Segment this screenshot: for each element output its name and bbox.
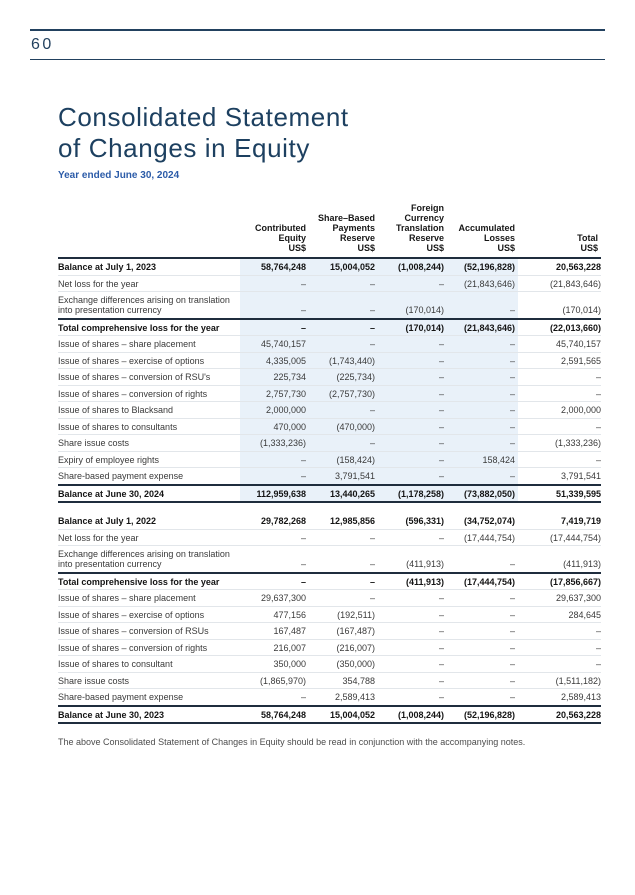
cell-value: – [378, 606, 447, 623]
row-label: Balance at July 1, 2022 [58, 516, 157, 527]
cell-value: – [309, 435, 378, 452]
cell-value: (1,178,258) [378, 485, 447, 503]
cell-value: – [240, 689, 309, 706]
cell-value: 13,440,265 [309, 485, 378, 503]
cell-value: 15,004,052 [309, 706, 378, 724]
cell-value: (225,734) [309, 369, 378, 386]
table-row [58, 590, 601, 607]
cell-value: – [309, 590, 378, 607]
table-header [58, 203, 601, 258]
column-header: Accumulated Losses US$ [447, 203, 518, 258]
cell-value: 167,487 [240, 623, 309, 640]
cell-value: (22,013,660) [518, 319, 601, 336]
row-label: Share-based payment expense [58, 689, 240, 706]
cell-value: 45,740,157 [518, 336, 601, 353]
cell-value: (411,913) [378, 573, 447, 590]
table-row [58, 292, 601, 319]
cell-value: – [378, 590, 447, 607]
row-label: Net loss for the year [58, 529, 240, 546]
table-row [58, 485, 601, 503]
cell-value: 51,339,595 [518, 485, 601, 503]
page-content [0, 102, 635, 747]
cell-value: – [378, 369, 447, 386]
cell-value: – [240, 292, 309, 319]
equity-statement-table [58, 203, 601, 724]
column-header: Share–Based Payments Reserve US$ [309, 203, 378, 258]
table-row [58, 336, 601, 353]
table-row [58, 573, 601, 590]
cell-value: 2,589,413 [309, 689, 378, 706]
table-row [58, 258, 601, 275]
row-label: Net loss for the year [58, 275, 240, 292]
header-label-cell [58, 203, 240, 258]
cell-value: 58,764,248 [240, 706, 309, 724]
cell-value: – [518, 451, 601, 468]
cell-value: – [447, 435, 518, 452]
cell-value: 12,985,856 [329, 516, 375, 527]
table-row [58, 275, 601, 292]
cell-value: 216,007 [240, 639, 309, 656]
cell-value: – [447, 468, 518, 485]
cell-value: 4,335,005 [240, 352, 309, 369]
cell-value: – [447, 418, 518, 435]
cell-value: 7,419,719 [560, 516, 601, 527]
cell-value: 20,563,228 [518, 706, 601, 724]
cell-value: (52,196,828) [447, 706, 518, 724]
cell-value: (411,913) [378, 546, 447, 573]
cell-value: 29,637,300 [240, 590, 309, 607]
cell-value: (350,000) [309, 656, 378, 673]
cell-value: (2,757,730) [309, 385, 378, 402]
cell-value: – [447, 369, 518, 386]
cell-value: – [447, 672, 518, 689]
table-row [58, 418, 601, 435]
cell-value: – [309, 336, 378, 353]
row-label: Exchange differences arising on translation into presentation currency [58, 546, 240, 573]
cell-value: – [378, 623, 447, 640]
row-label: Balance at July 1, 2023 [58, 258, 240, 275]
cell-value: – [240, 573, 309, 590]
cell-value: (167,487) [309, 623, 378, 640]
cell-value: 284,645 [518, 606, 601, 623]
cell-value: – [518, 369, 601, 386]
cell-value: 2,000,000 [518, 402, 601, 419]
cell-value: (21,843,646) [518, 275, 601, 292]
cell-value: (1,333,236) [240, 435, 309, 452]
cell-value: 350,000 [240, 656, 309, 673]
table-row [58, 656, 601, 673]
cell-value: 58,764,248 [240, 258, 309, 275]
row-label: Issue of shares – conversion of rights [58, 639, 240, 656]
cell-value: (216,007) [309, 639, 378, 656]
page-title-line2: of Changes in Equity [58, 132, 310, 163]
cell-value: – [309, 402, 378, 419]
cell-value: – [447, 385, 518, 402]
cell-value: 2,589,413 [518, 689, 601, 706]
cell-value: – [378, 451, 447, 468]
cell-value: – [378, 656, 447, 673]
cell-value: – [518, 639, 601, 656]
cell-value: 112,959,638 [240, 485, 309, 503]
row-label: Issue of shares – exercise of options [58, 352, 240, 369]
cell-value: 15,004,052 [309, 258, 378, 275]
cell-value: (1,743,440) [309, 352, 378, 369]
table-row [58, 672, 601, 689]
cell-value: (21,843,646) [447, 319, 518, 336]
table-body [58, 258, 601, 723]
cell-value: 29,637,300 [518, 590, 601, 607]
cell-value: – [378, 275, 447, 292]
footnote: The above Consolidated Statement of Changes in Equity should be read in conjunction with the accompanying notes. [58, 737, 526, 748]
row-label: Issue of shares to consultants [58, 418, 240, 435]
row-label: Balance at June 30, 2024 [58, 485, 240, 503]
cell-value: – [447, 639, 518, 656]
cell-value: (470,000) [309, 418, 378, 435]
cell-value: – [447, 292, 518, 319]
table-row [58, 451, 601, 468]
row-label: Exchange differences arising on translation into presentation currency [58, 292, 240, 319]
cell-value: (1,865,970) [240, 672, 309, 689]
cell-value: – [378, 336, 447, 353]
cell-value: – [240, 468, 309, 485]
header-bottom-rule [30, 59, 605, 60]
row-label: Expiry of employee rights [58, 451, 240, 468]
table-row [58, 319, 601, 336]
cell-value: – [309, 529, 378, 546]
cell-value: 2,591,565 [518, 352, 601, 369]
cell-value: – [518, 623, 601, 640]
cell-value: – [309, 275, 378, 292]
row-label: Issue of shares to Blacksand [58, 402, 240, 419]
cell-value: – [518, 418, 601, 435]
row-label: Issue of shares – exercise of options [58, 606, 240, 623]
row-label: Share issue costs [58, 435, 240, 452]
row-label: Issue of shares – conversion of rights [58, 385, 240, 402]
cell-value: – [378, 672, 447, 689]
cell-value: (17,444,754) [447, 529, 518, 546]
page-header [30, 0, 605, 60]
table-row [58, 369, 601, 386]
cell-value: (192,511) [309, 606, 378, 623]
cell-value: 2,000,000 [240, 402, 309, 419]
cell-value: – [447, 689, 518, 706]
table-row [58, 639, 601, 656]
cell-value: 470,000 [240, 418, 309, 435]
table-row [58, 352, 601, 369]
table-row [58, 706, 601, 724]
cell-value: – [240, 546, 309, 573]
cell-value: – [447, 623, 518, 640]
cell-value: 354,788 [309, 672, 378, 689]
cell-value: (21,843,646) [447, 275, 518, 292]
row-label: Issue of shares – conversion of RSUs [58, 623, 240, 640]
cell-value: – [518, 385, 601, 402]
cell-value: (1,333,236) [518, 435, 601, 452]
table-row [58, 435, 601, 452]
cell-value: 2,757,730 [240, 385, 309, 402]
cell-value: (170,014) [518, 292, 601, 319]
cell-value: 225,734 [240, 369, 309, 386]
table-row [58, 513, 601, 529]
table-row [58, 468, 601, 485]
cell-value: (1,008,244) [378, 258, 447, 275]
cell-value: 20,563,228 [518, 258, 601, 275]
cell-value: – [378, 385, 447, 402]
cell-value: 3,791,541 [518, 468, 601, 485]
cell-value: – [447, 590, 518, 607]
row-label: Issue of shares to consultant [58, 656, 240, 673]
cell-value: – [240, 529, 309, 546]
cell-value: – [309, 292, 378, 319]
cell-value: (34,752,074) [463, 516, 515, 527]
cell-value: – [447, 336, 518, 353]
cell-value: – [378, 435, 447, 452]
cell-value: (73,882,050) [447, 485, 518, 503]
cell-value: – [447, 546, 518, 573]
cell-value: – [518, 656, 601, 673]
page-number: 60 [31, 36, 54, 53]
cell-value: – [447, 656, 518, 673]
row-label: Issue of shares – share placement [58, 336, 240, 353]
table-header-row [58, 203, 601, 258]
table-row [58, 623, 601, 640]
row-label: Total comprehensive loss for the year [58, 319, 240, 336]
page-title-line1: Consolidated Statement [58, 102, 349, 132]
cell-value: – [447, 606, 518, 623]
cell-value: (170,014) [378, 292, 447, 319]
page-title [58, 102, 585, 163]
cell-value: (17,444,754) [447, 573, 518, 590]
cell-value: – [378, 402, 447, 419]
table-row [58, 606, 601, 623]
row-label: Issue of shares – conversion of RSU's [58, 369, 240, 386]
column-header: Foreign Currency Translation Reserve US$ [378, 203, 447, 258]
cell-value: – [378, 529, 447, 546]
cell-value: – [378, 418, 447, 435]
row-label: Balance at June 30, 2023 [58, 706, 240, 724]
cell-value: – [240, 275, 309, 292]
cell-value: (1,008,244) [378, 706, 447, 724]
cell-value: – [378, 639, 447, 656]
column-header: Contributed Equity US$ [240, 203, 309, 258]
row-label: Total comprehensive loss for the year [58, 573, 240, 590]
cell-value: (1,511,182) [518, 672, 601, 689]
column-header: Total US$ [518, 203, 601, 258]
cell-value: (17,856,667) [518, 573, 601, 590]
cell-value: (52,196,828) [447, 258, 518, 275]
table-row [58, 385, 601, 402]
cell-value: 29,782,268 [260, 516, 306, 527]
section-spacer [58, 502, 601, 513]
cell-value: (17,444,754) [518, 529, 601, 546]
table-row [58, 402, 601, 419]
row-label: Issue of shares – share placement [58, 590, 240, 607]
table-row [58, 529, 601, 546]
cell-value: (158,424) [309, 451, 378, 468]
cell-value: (411,913) [518, 546, 601, 573]
cell-value: 158,424 [447, 451, 518, 468]
row-label: Share-based payment expense [58, 468, 240, 485]
period-subtitle: Year ended June 30, 2024 [58, 170, 180, 182]
cell-value: – [378, 468, 447, 485]
cell-value: 3,791,541 [309, 468, 378, 485]
cell-value: – [447, 402, 518, 419]
cell-value: (170,014) [378, 319, 447, 336]
table-row [58, 546, 601, 573]
cell-value: – [378, 352, 447, 369]
cell-value: – [309, 546, 378, 573]
cell-value: (596,331) [405, 516, 444, 527]
row-label: Share issue costs [58, 672, 240, 689]
cell-value: – [378, 689, 447, 706]
cell-value: – [447, 352, 518, 369]
table-row [58, 689, 601, 706]
cell-value: – [309, 573, 378, 590]
cell-value: 477,156 [240, 606, 309, 623]
cell-value: 45,740,157 [240, 336, 309, 353]
cell-value: – [240, 451, 309, 468]
cell-value: – [240, 319, 309, 336]
cell-value: – [309, 319, 378, 336]
